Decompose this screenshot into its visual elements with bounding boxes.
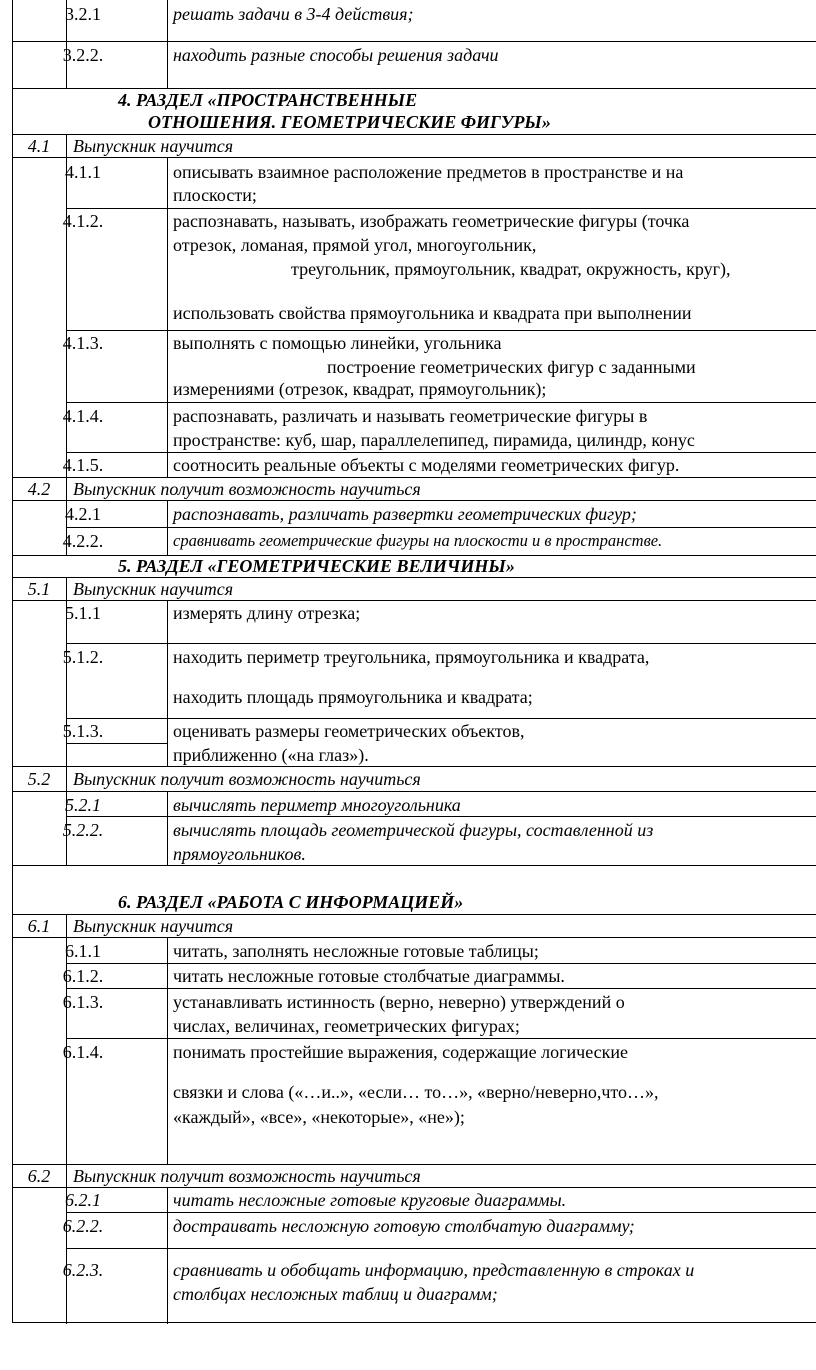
row-text: читать несложные готовые круговые диаграммы. bbox=[173, 1190, 567, 1210]
row-divider bbox=[12, 41, 816, 42]
row-text: вычислять площадь геометрической фигуры, составленной из bbox=[173, 820, 654, 840]
row-code: 4.1.3. bbox=[62, 333, 104, 353]
row-text: сравнивать геометрические фигуры на плоскости и в пространстве. bbox=[173, 531, 663, 550]
row-divider bbox=[66, 816, 816, 817]
row-code: 4.2.2. bbox=[62, 531, 104, 551]
row-text: треугольник, прямоугольник, квадрат, окружность, круг), bbox=[291, 259, 731, 279]
section-heading: 6. РАЗДЕЛ «РАБОТА С ИНФОРМАЦИЕЙ» bbox=[118, 892, 464, 912]
row-code: 6.1.1 bbox=[65, 941, 101, 961]
row-code: 6.1.3. bbox=[62, 992, 104, 1012]
row-divider bbox=[66, 1212, 816, 1213]
row-code: 4.2.1 bbox=[65, 504, 101, 524]
row-divider bbox=[12, 791, 816, 792]
column-divider bbox=[167, 0, 168, 88]
subsection-heading: Выпускник получит возможность научиться bbox=[73, 769, 421, 789]
row-text: использовать свойства прямоугольника и квадрата при выполнении bbox=[173, 303, 692, 323]
subsection-heading: Выпускник научится bbox=[73, 916, 234, 936]
row-text: приближенно («на глаз»). bbox=[173, 745, 369, 765]
row-divider bbox=[12, 157, 816, 158]
row-text: вычислять периметр многоугольника bbox=[173, 795, 461, 815]
row-code: 4.1.1 bbox=[65, 162, 101, 182]
row-text: пространстве: куб, шар, параллелепипед, пирамида, цилиндр, конус bbox=[173, 430, 695, 450]
row-text: сравнивать и обобщать информацию, представленную в строках и bbox=[173, 1260, 695, 1280]
row-text: читать несложные готовые столбчатые диаграммы. bbox=[173, 966, 565, 986]
row-divider bbox=[66, 1248, 816, 1249]
section-heading: 5. РАЗДЕЛ «ГЕОМЕТРИЧЕСКИЕ ВЕЛИЧИНЫ» bbox=[118, 556, 515, 576]
row-code: 3.2.1 bbox=[65, 4, 101, 24]
row-text: описывать взаимное расположение предметов в пространстве и на bbox=[173, 162, 684, 182]
column-divider bbox=[167, 600, 168, 766]
row-text: распознавать, различать развертки геометрических фигур; bbox=[173, 504, 637, 524]
row-text: достраивать несложную готовую столбчатую диаграмму; bbox=[173, 1216, 635, 1236]
row-text: отрезок, ломаная, прямой угол, многоугольник, bbox=[173, 235, 537, 255]
row-code: 4.1.4. bbox=[62, 406, 104, 426]
column-divider bbox=[167, 157, 168, 477]
row-divider bbox=[66, 208, 816, 209]
row-text: находить разные способы решения задачи bbox=[173, 45, 499, 65]
subsection-number: 4.2 bbox=[27, 479, 51, 499]
row-divider bbox=[66, 402, 816, 403]
row-text: выполнять с помощью линейки, угольника bbox=[173, 333, 502, 353]
row-code: 5.1.3. bbox=[62, 721, 104, 741]
subsection-heading: Выпускник получит возможность научиться bbox=[73, 479, 421, 499]
subsection-number: 5.2 bbox=[27, 769, 51, 789]
row-text: читать, заполнять несложные готовые таблицы; bbox=[173, 941, 539, 961]
row-code: 6.2.2. bbox=[62, 1216, 104, 1236]
row-code: 6.1.2. bbox=[62, 966, 104, 986]
row-text: распознавать, называть, изображать геометрические фигуры (точка bbox=[173, 211, 690, 231]
subsection-number: 6.2 bbox=[27, 1166, 51, 1186]
row-code: 5.2.2. bbox=[62, 820, 104, 840]
row-text: связки и слова («…и..», «если… то…», «верно/неверно,что…», bbox=[173, 1082, 659, 1102]
column-divider bbox=[167, 1187, 168, 1324]
row-text: измерениями (отрезок, квадрат, прямоугольник); bbox=[173, 379, 547, 399]
row-code: 3.2.2. bbox=[62, 45, 104, 65]
subsection-heading: Выпускник получит возможность научиться bbox=[73, 1166, 421, 1186]
row-text: находить площадь прямоугольника и квадрата; bbox=[173, 687, 533, 707]
section-heading: ОТНОШЕНИЯ. ГЕОМЕТРИЧЕСКИЕ ФИГУРЫ» bbox=[148, 112, 551, 132]
subsection-number: 4.1 bbox=[27, 136, 51, 156]
row-divider bbox=[66, 718, 816, 719]
row-divider bbox=[66, 330, 816, 331]
row-divider bbox=[12, 766, 816, 767]
row-text: прямоугольников. bbox=[173, 844, 306, 864]
row-divider bbox=[12, 600, 816, 601]
row-code: 5.1.1 bbox=[65, 603, 101, 623]
row-code: 5.1.2. bbox=[62, 647, 104, 667]
row-text: понимать простейшие выражения, содержащие логические bbox=[173, 1042, 628, 1062]
row-text: числах, величинах, геометрических фигурах; bbox=[173, 1016, 520, 1036]
row-text: плоскости; bbox=[173, 185, 257, 205]
row-text: решать задачи в 3-4 действия; bbox=[173, 4, 414, 24]
row-code: 6.2.3. bbox=[62, 1260, 104, 1280]
row-divider bbox=[66, 743, 168, 744]
row-text: оценивать размеры геометрических объектов, bbox=[173, 721, 525, 741]
subsection-number: 5.1 bbox=[27, 579, 51, 599]
row-divider bbox=[66, 452, 816, 453]
row-text: «каждый», «все», «некоторые», «не»); bbox=[173, 1107, 465, 1127]
subsection-heading: Выпускник научится bbox=[73, 136, 234, 156]
row-divider bbox=[12, 937, 816, 938]
row-divider bbox=[66, 963, 816, 964]
row-text: соотносить реальные объекты с моделями геометрических фигур. bbox=[173, 455, 680, 475]
row-divider bbox=[66, 988, 816, 989]
row-code: 6.2.1 bbox=[65, 1190, 101, 1210]
row-divider bbox=[66, 527, 816, 528]
row-divider bbox=[12, 865, 816, 866]
subsection-number: 6.1 bbox=[27, 916, 51, 936]
row-code: 6.1.4. bbox=[62, 1042, 104, 1062]
row-code: 5.2.1 bbox=[65, 795, 101, 815]
row-text: находить периметр треугольника, прямоугольника и квадрата, bbox=[173, 647, 650, 667]
section-heading: 4. РАЗДЕЛ «ПРОСТРАНСТВЕННЫЕ bbox=[118, 90, 418, 110]
row-divider bbox=[12, 1322, 816, 1323]
row-text: распознавать, различать и называть геометрические фигуры в bbox=[173, 406, 648, 426]
row-text: измерять длину отрезка; bbox=[173, 603, 361, 623]
row-code: 4.1.2. bbox=[62, 211, 104, 231]
column-divider bbox=[167, 791, 168, 865]
row-text: построение геометрических фигур с заданными bbox=[327, 357, 696, 377]
row-text: столбцах несложных таблиц и диаграмм; bbox=[173, 1284, 498, 1304]
row-divider bbox=[12, 1187, 816, 1188]
row-divider bbox=[66, 643, 816, 644]
row-code: 4.1.5. bbox=[62, 455, 104, 475]
subsection-heading: Выпускник научится bbox=[73, 579, 234, 599]
row-text: устанавливать истинность (верно, неверно) утверждений о bbox=[173, 992, 625, 1012]
column-divider bbox=[167, 937, 168, 1164]
row-divider bbox=[12, 500, 816, 501]
row-divider bbox=[66, 1038, 816, 1039]
